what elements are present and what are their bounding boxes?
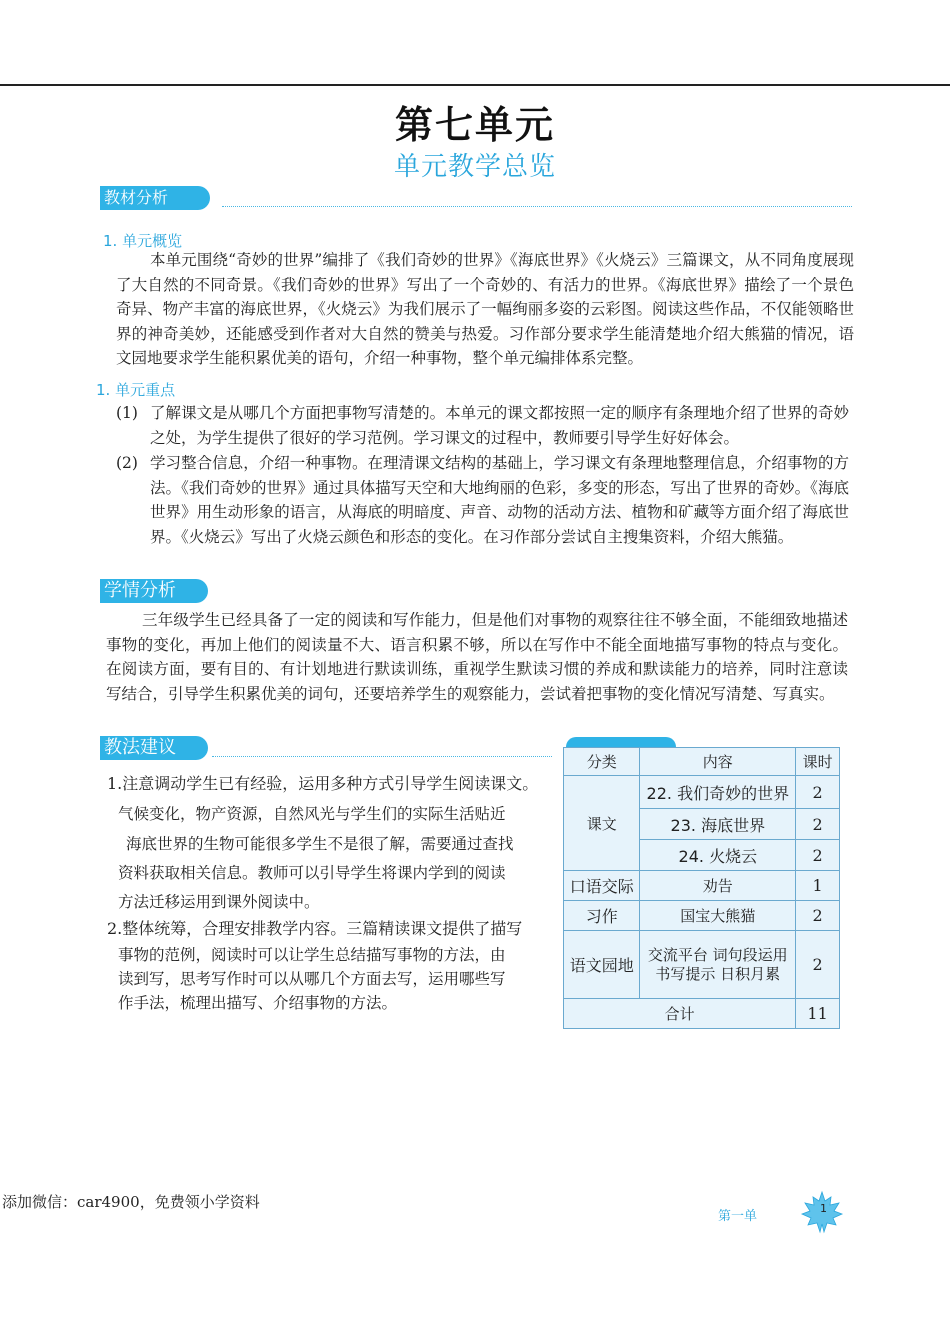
table-row xyxy=(564,901,840,931)
method-line: 1.注意调动学生已有经验，运用多种方式引导学生阅读课文。 xyxy=(107,774,539,793)
keypoint-number: (2) xyxy=(116,454,138,472)
method-line: 2.整体统筹，合理安排教学内容。三篇精读课文提供了描写 xyxy=(107,919,523,938)
section-divider xyxy=(222,206,852,207)
cell-content: 22. 我们奇妙的世界 xyxy=(640,776,796,809)
page-title: 第七单元 xyxy=(394,103,555,147)
table-total-row xyxy=(564,999,840,1029)
student-analysis-text: 三年级学生已经具备了一定的阅读和写作能力，但是他们对事物的观察往往不够全面，不能细致地描述事物的变化，再加上他们的阅读量不大、语言积累不够，所以在写作中不能全面地描写事物的特点与变化。在阅读方面，要有目的、有计划地进行默读训练，重视学生默读习惯的养成和默读能力的培养，同时注意读写结合，引导学生积累优美的词句，还要培养学生的观察能力，尝试着把事物的变化情况写清楚、写真实。 xyxy=(106,611,848,703)
cell-category: 习作 xyxy=(564,901,640,931)
keypoint-text: 了解课文是从哪几个方面把事物写清楚的。本单元的课文都按照一定的顺序有条理地介绍了世界的奇妙之处，为学生提供了很好的学习范例。学习课文的过程中，教师要引导学生好好体会。 xyxy=(150,404,849,447)
cell-category: 课文 xyxy=(564,776,640,871)
section-mark: 第一单 xyxy=(718,1209,758,1224)
method-line: 作手法，梳理出描写、介绍事物的方法。 xyxy=(118,994,398,1012)
cell-content: 23. 海底世界 xyxy=(640,809,796,840)
table-row xyxy=(564,871,840,901)
keypoint-item xyxy=(116,401,849,450)
cell-hours: 1 xyxy=(796,871,840,901)
table-row xyxy=(564,931,840,999)
method-line: 读到写，思考写作时可以从哪几个方面去写，运用哪些写 xyxy=(118,970,506,988)
keypoint-text: 学习整合信息，介绍一种事物。在理清课文结构的基础上，学习课文有条理地整理信息，介绍事物的方法。《我们奇妙的世界》通过具体描写天空和大地绚丽的色彩，多变的形态，写出了世界的奇妙。《海底世界》用生动形象的语言，从海底的明暗度、声音、动物的活动方法、植物和矿藏等方面介绍了海底世界。《火烧云》写出了火烧云颜色和形态的变化。在习作部分尝试自主搜集资料，介绍大熊猫。 xyxy=(150,454,849,546)
total-hours: 11 xyxy=(796,999,840,1029)
method-line: 事物的范例，阅读时可以让学生总结描写事物的方法，由 xyxy=(118,946,506,964)
overview-text: 本单元围绕“奇妙的世界”编排了《我们奇妙的世界》《海底世界》《火烧云》三篇课文，从不同角度展现了大自然的不同奇景。《我们奇妙的世界》写出了一个奇妙的、有活力的世界。《海底世界》描绘了一个景色奇异、物产丰富的海底世界，《火烧云》为我们展示了一幅绚丽多姿的云彩图。阅读这些作品，不仅能领略世界的神奇美妙，还能感受到作者对大自然的赞美与热爱。习作部分要求学生能清楚地介绍大熊猫的情况，语文园地要求学生能积累优美的语句，介绍一种事物，整个单元编排体系完整。 xyxy=(116,251,854,367)
page-number: 1 xyxy=(820,1202,827,1215)
section-tag-method: 教法建议 xyxy=(100,736,208,760)
header-category: 分类 xyxy=(564,748,640,776)
table-header-row xyxy=(564,748,840,776)
cell-content: 交流平台 词句段运用 书写提示 日积月累 xyxy=(640,931,796,999)
overview-heading: 1. 单元概览 xyxy=(103,232,183,250)
method-line: 海底世界的生物可能很多学生不是很了解，需要通过查找 xyxy=(126,835,514,853)
table-row xyxy=(564,776,840,809)
section-divider xyxy=(212,756,552,757)
cell-category: 语文园地 xyxy=(564,931,640,999)
lesson-schedule-table xyxy=(563,747,840,1029)
total-label: 合计 xyxy=(564,999,796,1029)
header-content: 内容 xyxy=(640,748,796,776)
cell-content: 劝告 xyxy=(640,871,796,901)
method-line: 方法迁移运用到课外阅读中。 xyxy=(118,893,320,911)
page-subtitle: 单元教学总览 xyxy=(393,152,556,182)
top-rule xyxy=(0,84,950,86)
cell-hours: 2 xyxy=(796,931,840,999)
header-hours: 课时 xyxy=(796,748,840,776)
cell-category: 口语交际 xyxy=(564,871,640,901)
keypoint-number: (1) xyxy=(116,404,138,422)
cell-content: 国宝大熊猫 xyxy=(640,901,796,931)
cell-hours: 2 xyxy=(796,809,840,840)
method-line: 资料获取相关信息。教师可以引导学生将课内学到的阅读 xyxy=(118,864,506,882)
method-line: 气候变化，物产资源，自然风光与学生们的实际生活贴近 xyxy=(118,805,506,823)
section-tag-material: 教材分析 xyxy=(100,186,210,210)
cell-content: 24. 火烧云 xyxy=(640,840,796,871)
cell-hours: 2 xyxy=(796,901,840,931)
cell-hours: 2 xyxy=(796,776,840,809)
section-tag-student: 学情分析 xyxy=(100,579,208,603)
footer-note: 添加微信：car4900，免费领小学资料 xyxy=(2,1193,260,1211)
keypoints-heading: 1. 单元重点 xyxy=(96,381,176,399)
keypoint-item xyxy=(116,451,849,549)
cell-hours: 2 xyxy=(796,840,840,871)
